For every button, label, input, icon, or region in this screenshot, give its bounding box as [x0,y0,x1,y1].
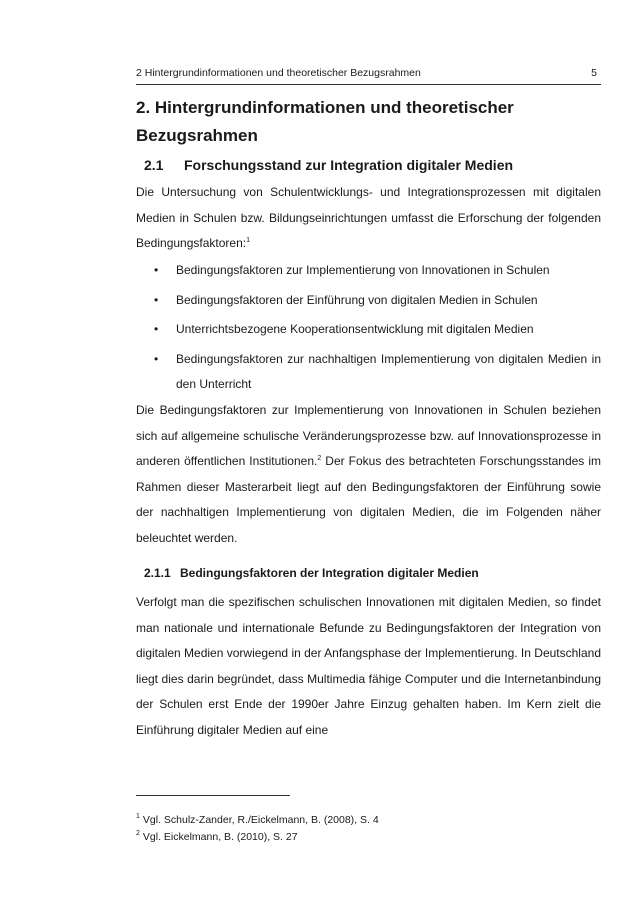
footnote-ref-1[interactable]: 1 [246,237,250,245]
section-intro-text: Die Untersuchung von Schulentwicklungs- und Integrationsprozessen mit digitalen Medien in Schulen bzw. Bildungseinrichtungen umfasst die Erforschung der folgenden Bedingungsfaktoren: [136,185,601,251]
footnote [136,829,601,846]
header-divider [136,84,601,85]
bullet-list [136,258,601,402]
list-item-text: Unterrichtsbezogene Kooperationsentwicklung mit digitalen Medien [176,322,534,337]
footnote-divider [136,795,290,796]
section-number: 2.1 [144,157,164,173]
footnote-text: Vgl. Eickelmann, B. (2010), S. 27 [142,831,298,843]
list-item [136,288,601,314]
list-item [136,317,601,343]
subsection-heading [144,564,601,582]
subsection-title: Bedingungsfaktoren der Integration digitaler Medien [180,566,479,580]
bullet-icon: • [154,263,159,277]
chapter-heading: 2. Hintergrundinformationen und theoretischer Bezugsrahmen [136,98,514,145]
footnote-mark: 1 [136,813,140,820]
list-item-text: Bedingungsfaktoren der Einführung von digitalen Medien in Schulen [176,292,538,307]
bullet-icon: • [154,351,159,366]
section-title: Forschungsstand zur Integration digitaler Medien [184,157,514,173]
footnote [136,812,601,829]
footnotes [136,812,601,846]
paragraph-text-part: Die Bedingungsfaktoren zur Implementierung von Innovationen in Schulen beziehen sich auf allgemeine schulische Veränderungsprozesse bzw. auf Innovationsprozesse in anderen öffentlichen Institutionen. [136,403,601,469]
document-page [136,0,601,903]
list-item [136,258,601,284]
bullet-icon: • [154,322,159,337]
list-item [136,347,601,398]
section-heading [144,155,601,175]
subsection-number: 2.1.1 [144,566,171,580]
footnote-mark: 2 [136,830,140,837]
subsection-paragraph: Verfolgt man die spezifischen schulischen Innovationen mit digitalen Medien, so findet man nationale und internationale Befunde zu Bedingungsfaktoren der Integration von digitalen Medien vorwiegend in der Anfangsphase der Implementierung. In Deutschland liegt dies darin begründet, dass Multimedia fähige Computer und die Internetanbindung der Schulen erst Ende der 1990er Jahre Einzug gehalten haben. Im Kern zielt die Einführung digitaler Medien auf eine [136,595,601,737]
paragraph-text-part: Der Fokus des betrachteten Forschungsstandes im Rahmen dieser Masterarbeit liegt auf den Bedingungsfaktoren der Einführung sowie der nachhaltigen Implementierung von digitalen Medien, die im Folgenden näher beleuchtet werden. [136,454,601,545]
running-header-title: 2 Hintergrundinformationen und theoretischer Bezugsrahmen [136,67,421,79]
list-item-text: Bedingungsfaktoren zur Implementierung von Innovationen in Schulen [176,263,550,277]
running-header [136,66,601,80]
footnote-ref-2[interactable]: 2 [317,455,322,463]
body-paragraph [136,398,601,552]
page-number: 5 [591,67,597,79]
bullet-icon: • [154,292,159,307]
list-item-text: Bedingungsfaktoren zur nachhaltigen Implementierung von digitalen Medien in den Unterricht [176,351,601,392]
footnote-text: Vgl. Schulz-Zander, R./Eickelmann, B. (2008), S. 4 [142,814,379,826]
section-intro-paragraph [136,180,601,257]
